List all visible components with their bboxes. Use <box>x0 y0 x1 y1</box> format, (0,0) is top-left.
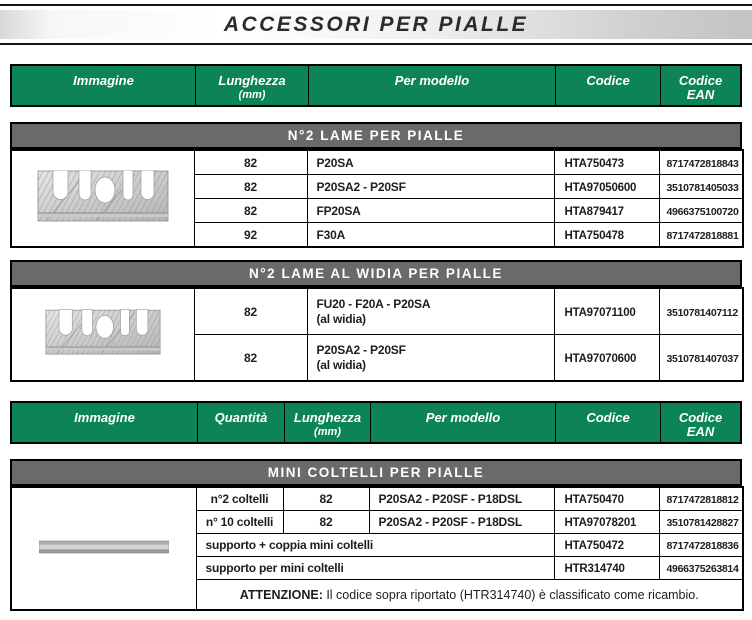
cell-codice: HTA97070600 <box>554 335 659 382</box>
cell-ean: 8717472818843 <box>659 150 743 175</box>
cell-codice: HTA750478 <box>554 223 659 248</box>
cell-ean: 3510781407037 <box>659 335 743 382</box>
column-header-codice-ean: Codice EAN <box>660 403 740 442</box>
column-header-lunghezza: Lunghezza (mm) <box>195 66 308 105</box>
cell-descrizione: supporto per mini coltelli <box>196 557 554 580</box>
mini-knife-bar-image <box>39 540 169 554</box>
table-lame-al-widia <box>10 287 744 382</box>
cell-modello: FU20 - F20A - P20SA (al widia) <box>307 288 554 335</box>
cell-ean: 8717472818836 <box>659 534 743 557</box>
cell-lunghezza: 82 <box>194 335 307 382</box>
table-row <box>11 150 743 175</box>
column-header-per-modello: Per modello <box>370 403 555 442</box>
column-header-row-blades <box>10 64 742 107</box>
cell-ean: 3510781428827 <box>659 511 743 534</box>
title-rule-top <box>0 4 752 6</box>
cell-ean: 3510781407112 <box>659 288 743 335</box>
cell-modello: F30A <box>307 223 554 248</box>
cell-codice: HTA879417 <box>554 199 659 223</box>
section-banner-lame: N°2 LAME PER PIALLE <box>10 122 742 149</box>
attention-note: ATTENZIONE: Il codice sopra riportato (HTR314740) è classificato come ricambio. <box>196 580 743 611</box>
cell-lunghezza: 82 <box>194 199 307 223</box>
blade-image-cell <box>11 288 194 381</box>
title-rule-bottom <box>0 43 752 45</box>
table-mini-coltelli <box>10 486 744 611</box>
title-band <box>0 10 752 39</box>
cell-quantita: n° 10 coltelli <box>196 511 283 534</box>
cell-modello: P20SA2 - P20SF - P18DSL <box>369 511 554 534</box>
cell-ean: 4966375263814 <box>659 557 743 580</box>
column-header-codice: Codice <box>555 66 660 105</box>
page-title: ACCESSORI PER PIALLE <box>223 12 529 36</box>
cell-lunghezza: 82 <box>194 150 307 175</box>
table-row <box>11 487 743 511</box>
cell-ean: 8717472818881 <box>659 223 743 248</box>
cell-modello: P20SA2 - P20SF <box>307 175 554 199</box>
section-banner-mini-coltelli: MINI COLTELLI PER PIALLE <box>10 459 742 486</box>
cell-ean: 8717472818812 <box>659 487 743 511</box>
cell-codice: HTA750472 <box>554 534 659 557</box>
cell-modello: P20SA <box>307 150 554 175</box>
cell-codice: HTA97071100 <box>554 288 659 335</box>
column-header-quantita: Quantità <box>197 403 284 442</box>
cell-modello: P20SA2 - P20SF (al widia) <box>307 335 554 382</box>
cell-quantita: n°2 coltelli <box>196 487 283 511</box>
cell-descrizione: supporto + coppia mini coltelli <box>196 534 554 557</box>
cell-codice: HTR314740 <box>554 557 659 580</box>
blade-image-cell <box>11 150 194 247</box>
cell-modello: P20SA2 - P20SF - P18DSL <box>369 487 554 511</box>
column-header-codice: Codice <box>555 403 660 442</box>
cell-lunghezza: 92 <box>194 223 307 248</box>
cell-codice: HTA97078201 <box>554 511 659 534</box>
cell-modello: FP20SA <box>307 199 554 223</box>
cell-codice: HTA750473 <box>554 150 659 175</box>
cell-lunghezza: 82 <box>194 175 307 199</box>
cell-ean: 4966375100720 <box>659 199 743 223</box>
column-header-lunghezza: Lunghezza (mm) <box>284 403 370 442</box>
column-header-per-modello: Per modello <box>308 66 555 105</box>
cell-lunghezza: 82 <box>194 288 307 335</box>
table-row <box>11 288 743 335</box>
column-header-immagine: Immagine <box>74 410 135 425</box>
column-header-immagine: Immagine <box>73 73 134 88</box>
column-header-codice-ean: Codice EAN <box>660 66 740 105</box>
cell-codice: HTA750470 <box>554 487 659 511</box>
cell-lunghezza: 82 <box>283 487 369 511</box>
planer-blade-widia-image <box>45 304 161 362</box>
cell-lunghezza: 82 <box>283 511 369 534</box>
section-banner-lame-widia: N°2 LAME AL WIDIA PER PIALLE <box>10 260 742 287</box>
cell-ean: 3510781405033 <box>659 175 743 199</box>
planer-blade-image <box>37 170 169 224</box>
column-header-row-mini <box>10 401 742 444</box>
table-lame-per-pialle <box>10 149 744 248</box>
cell-codice: HTA97050600 <box>554 175 659 199</box>
mini-blade-image-cell <box>11 487 196 610</box>
